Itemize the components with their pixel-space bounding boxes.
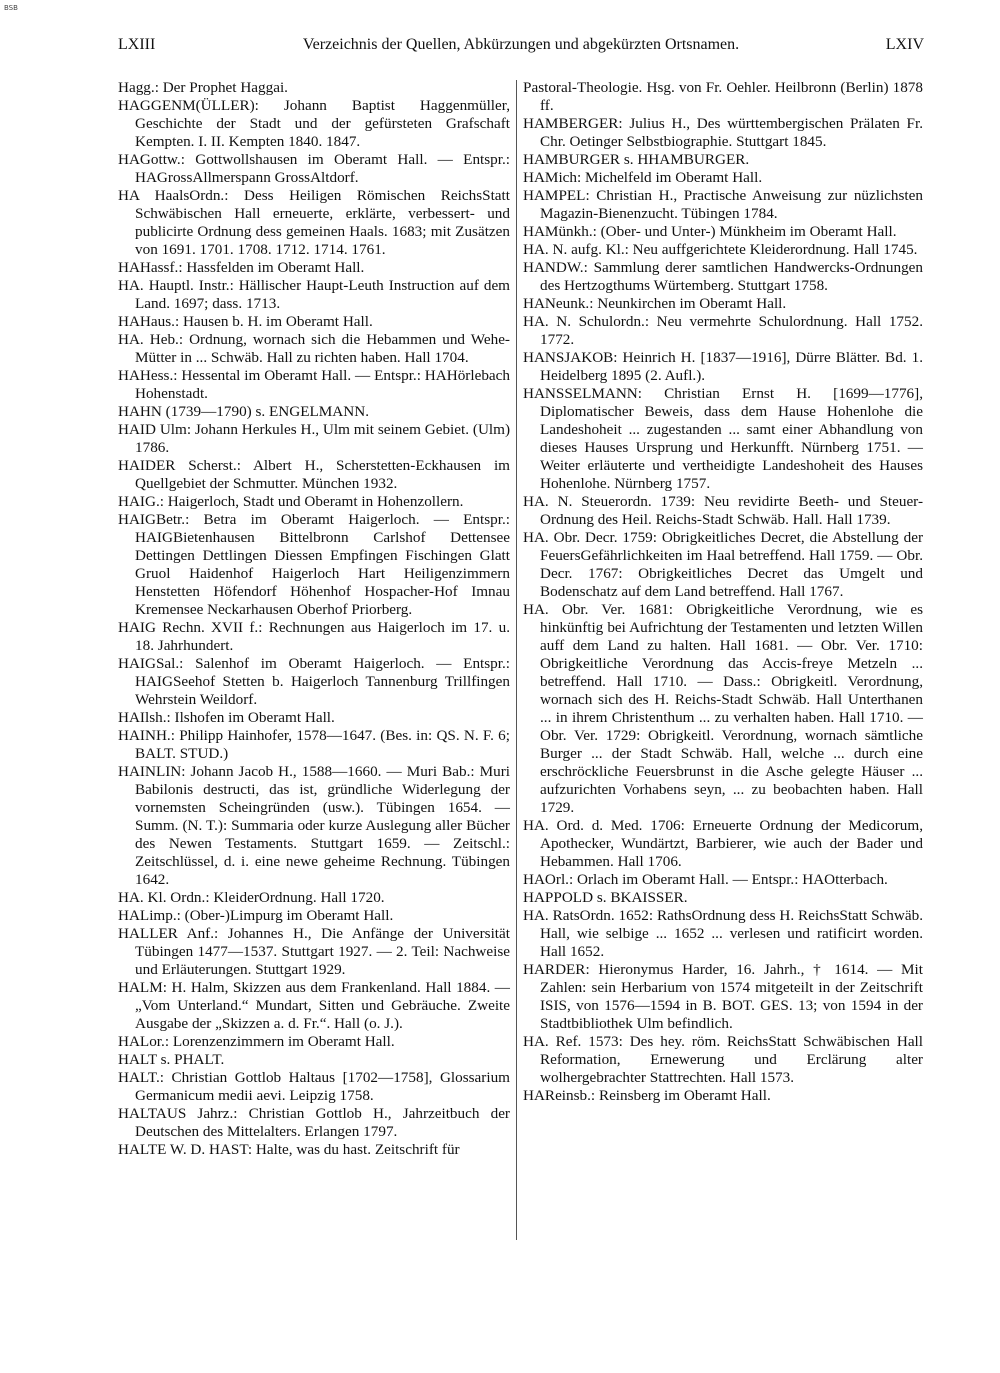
list-item: HANeunk.: Neunkirchen im Oberamt Hall. [523, 295, 787, 312]
list-item: HAPPOLD s. BKAISSER. [523, 889, 688, 906]
list-item: HALT.: Christian Gottlob Haltaus [1702—1758], Glossarium Germanicum medii aevi. Leipzig 1758. [118, 1069, 510, 1104]
library-stamp: BSB [4, 4, 18, 12]
column-divider [516, 80, 517, 1240]
list-item: Hagg.: Der Prophet Haggai. [118, 79, 288, 96]
list-item: HAIG.: Haigerloch, Stadt und Oberamt in Hohenzollern. [118, 493, 464, 510]
running-title: Verzeichnis der Quellen, Abkürzungen und abgekürzten Ortsnamen. [302, 36, 740, 53]
list-item: HAGGENM(ÜLLER): Johann Baptist Haggenmüller, Geschichte der Stadt und der gefürsteten Grafschaft Kempten. I. II. Kempten 1840. 1847. [118, 97, 510, 150]
list-item: HA. Obr. Ver. 1681: Obrigkeitliche Verordnung, wie es hinkünftig bei Aufrichtung der Testamenten und letzten Willen auff dem Land zu halten. Hall 1681. — Obr. Ver. 1710: Obrigkeitliche Verordnung das Accis-freye Metzeln ... betreffend. Hall 1710. — Dass.: Obrigkeitl. Verordnung, wornach sich des H. Reichs-Stadt Schwäb. Hall Unterthanen ... in ihrem Christenthum ... zu verhalten haben. Hall 1710. — Obr. Ver. 1729: Obrigkeitl. Verordnung, wornach sämtliche Burger ... der Stadt Schwäb. Hall, welche ... durch eine erschröckliche Feuersbrunst in die Asche gelegte Häuser ... aufzurichten Vorhabens seyn, ... zu beobachten haben. Hall 1729. [523, 601, 923, 816]
list-item: HAIGSal.: Salenhof im Oberamt Haigerloch. — Entspr.: HAIGSeehof Stetten b. Haigerloch Tannenburg Trillfingen Wehrstein Weildorf. [118, 655, 510, 708]
list-item: HA. N. Schulordn.: Neu vermehrte Schulordnung. Hall 1752. 1772. [523, 313, 923, 348]
list-item: HA. Hauptl. Instr.: Hällischer Haupt-Leuth Instruction auf dem Land. 1697; dass. 1713. [118, 277, 510, 312]
list-item: HAINH.: Philipp Hainhofer, 1578—1647. (Bes. in: QS. N. F. 6; BALT. STUD.) [118, 727, 510, 762]
list-item: HA. Obr. Decr. 1759: Obrigkeitliches Decret, die Abstellung der FeuersGefährlichkeiten im Haal betreffend. Hall 1759. — Obr. Decr. 1767: Obrigkeitliches Decret das Umgelt und Bodenschatz auf dem Land betreffend. Hall 1767. [523, 529, 923, 600]
list-item: HA HaalsOrdn.: Dess Heiligen Römischen ReichsStatt Schwäbischen Hall erneuerte, erklärte, verbessert- und publicirte Ordnung dess gemeinen Haals. 1683; mit Zusätzen von 1691. 1701. 1708. 1712. 1714. 1761. [118, 187, 510, 258]
list-item: HALT s. PHALT. [118, 1051, 225, 1068]
list-item: HALTAUS Jahrz.: Christian Gottlob H., Jahrzeitbuch der Deutschen des Mittelalters. Erlangen 1797. [118, 1105, 510, 1140]
page-header [118, 36, 924, 58]
list-item: HAMünkh.: (Ober- und Unter-) Münkheim im Oberamt Hall. [523, 223, 897, 240]
list-item: Pastoral-Theologie. Hsg. von Fr. Oehler. Heilbronn (Berlin) 1878 ff. [523, 79, 923, 114]
list-item: HANDW.: Sammlung derer samtlichen Handwercks-Ordnungen des Hertzogthums Würtemberg. Stuttgart 1758. [523, 259, 923, 294]
right-page-number: LXIV [885, 36, 924, 53]
list-item: HAOrl.: Orlach im Oberamt Hall. — Entspr.: HAOtterbach. [523, 871, 888, 888]
list-item: HA. N. Steuerordn. 1739: Neu revidirte Beeth- und Steuer-Ordnung des Heil. Reichs-Stadt Schwäb. Hall. Hall 1739. [523, 493, 923, 528]
list-item: HAINLIN: Johann Jacob H., 1588—1660. — Muri Bab.: Muri Babilonis destructi, das ist, gründliche Widerlegung der vornemsten Scheingründen (usw.). Tübingen 1654. — Summ. (N. T.): Summaria oder kurze Auslegung aller Bücher des Newen Testaments. Stuttgart 1659. — Zeitschl.: Zeitschlüssel, d. i. eine newe geheime Rechnung. Tübingen 1642. [118, 763, 510, 888]
list-item: HAMPEL: Christian H., Practische Anweisung zur nüzlichsten Magazin-Bienenzucht. Tübingen 1784. [523, 187, 923, 222]
list-item: HANSJAKOB: Heinrich H. [1837—1916], Dürre Blätter. Bd. 1. Heidelberg 1895 (2. Aufl.). [523, 349, 923, 384]
list-item: HAID Ulm: Johann Herkules H., Ulm mit seinem Gebiet. (Ulm) 1786. [118, 421, 510, 456]
list-item: HAMich: Michelfeld im Oberamt Hall. [523, 169, 763, 186]
left-column [118, 79, 510, 1159]
right-column [523, 79, 923, 1105]
list-item: HAMBERGER: Julius H., Des württembergischen Prälaten Fr. Chr. Oetinger Selbstbiographie. Stuttgart 1845. [523, 115, 923, 150]
list-item: HAHaus.: Hausen b. H. im Oberamt Hall. [118, 313, 373, 330]
list-item: HALimp.: (Ober-)Limpurg im Oberamt Hall. [118, 907, 394, 924]
list-item: HALLER Anf.: Johannes H., Die Anfänge der Universität Tübingen 1477—1537. Stuttgart 1927. — 2. Teil: Nachweise und Erläuterungen. Stuttgart 1929. [118, 925, 510, 978]
list-item: HAIGBetr.: Betra im Oberamt Haigerloch. — Entspr.: HAIGBietenhausen Bittelbronn Carlshof Dettensee Dettingen Dettlingen Diessen Empfingen Fischingen Glatt Gruol Haidenhof Haigerloch Hart Heiligenzimmern Henstetten Höfendorf Höhenhof Hospacher-Hof Imnau Kremensee Neckarhausen Oberhof Priorberg. [118, 511, 510, 618]
list-item: HAIDER Scherst.: Albert H., Scherstetten-Eckhausen im Quellgebiet der Schmutter. München 1932. [118, 457, 510, 492]
list-item: HAGottw.: Gottwollshausen im Oberamt Hall. — Entspr.: HAGrossAllmerspann GrossAltdorf. [118, 151, 510, 186]
list-item: HALor.: Lorenzenzimmern im Oberamt Hall. [118, 1033, 395, 1050]
list-item: HAIG Rechn. XVII f.: Rechnungen aus Haigerloch im 17. u. 18. Jahrhundert. [118, 619, 510, 654]
list-item: HA. Kl. Ordn.: KleiderOrdnung. Hall 1720. [118, 889, 385, 906]
list-item: HA. Heb.: Ordnung, wornach sich die Hebammen und Wehe-Mütter in ... Schwäb. Hall zu richten haben. Hall 1704. [118, 331, 510, 366]
list-item: HANSSELMANN: Christian Ernst H. [1699—1776], Diplomatischer Beweis, dass dem Hause Hohenlohe die Landeshoheit ... zugestanden ... samt einer Abhandlung von dieses Hauses Ursprung und Herkunfft. Nürnberg 1751. — Weiter erläuterte und vertheidigte Landeshoheit des Hauses Hohenlohe. Nürnberg 1757. [523, 385, 923, 492]
list-item: HA. RatsOrdn. 1652: RathsOrdnung dess H. ReichsStatt Schwäb. Hall, wie selbige ... 1652 ... verlesen und ratificirt worden. Hall 1652. [523, 907, 923, 960]
list-item: HAHN (1739—1790) s. ENGELMANN. [118, 403, 369, 420]
list-item: HAMBURGER s. HHAMBURGER. [523, 151, 750, 168]
list-item: HAReinsb.: Reinsberg im Oberamt Hall. [523, 1087, 771, 1104]
list-item: HALTE W. D. HAST: Halte, was du hast. Zeitschrift für [118, 1141, 460, 1158]
list-item: HARDER: Hieronymus Harder, 16. Jahrh., † 1614. — Mit Zahlen: sein Herbarium von 1574 mitgeteilt in der Zeitschrift ISIS, von 1576—1594 in B. BOT. GES. 13; von 1594 in der Stadtbibliothek Ulm befindlich. [523, 961, 923, 1032]
list-item: HA. N. aufg. Kl.: Neu auffgerichtete Kleiderordnung. Hall 1745. [523, 241, 918, 258]
left-page-number: LXIII [118, 36, 156, 53]
list-item: HA. Ord. d. Med. 1706: Erneuerte Ordnung der Medicorum, Apothecker, Wundärtzt, Barbierer, wie auch der Bader und Hebammen. Hall 1706. [523, 817, 923, 870]
list-item: HAHess.: Hessental im Oberamt Hall. — Entspr.: HAHörlebach Hohenstadt. [118, 367, 510, 402]
list-item: HAIlsh.: Ilshofen im Oberamt Hall. [118, 709, 335, 726]
list-item: HA. Ref. 1573: Des hey. röm. ReichsStatt Schwäbischen Hall Reformation, Ernewerung und Erclärung alter wolhergebrachter Stattrechten. Hall 1573. [523, 1033, 923, 1086]
list-item: HAHassf.: Hassfelden im Oberamt Hall. [118, 259, 365, 276]
list-item: HALM: H. Halm, Skizzen aus dem Frankenland. Hall 1884. — „Vom Unterland.“ Mundart, Sitten und Gebräuche. Zweite Ausgabe der „Skizzen a. d. Fr.“. Hall (o. J.). [118, 979, 510, 1032]
